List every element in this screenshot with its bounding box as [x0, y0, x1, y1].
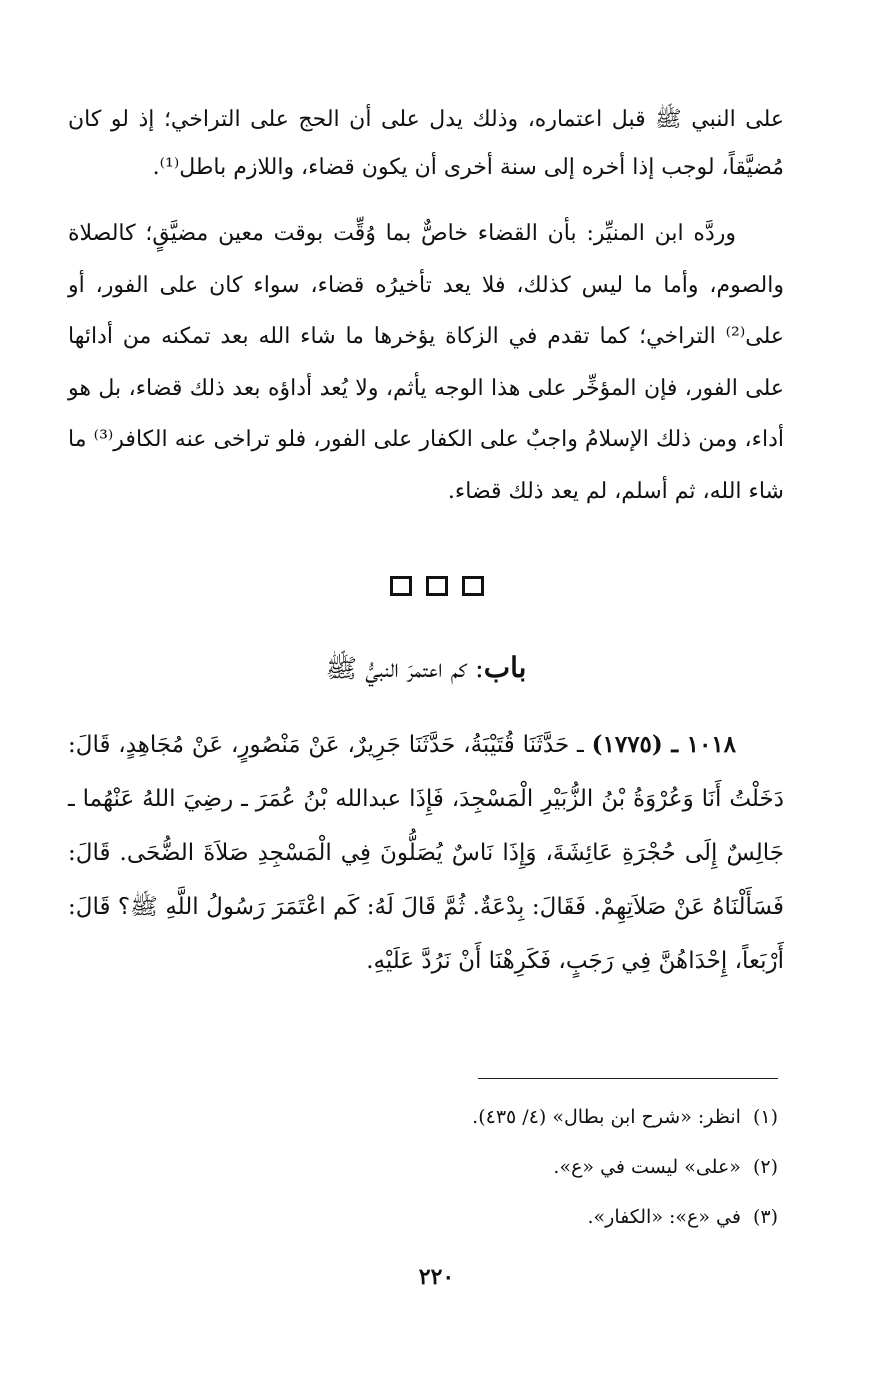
hadith-body: ـ حَدَّثَنَا قُتَيْبَةُ، حَدَّثَنَا جَرِيرٌ، عَنْ مَنْصُورٍ، عَنْ مُجَاهِدٍ، قَالَ: دَخَلْتُ أَنَا وَعُرْوَةُ بْنُ الزُّبَيْرِ الْمَسْجِدَ، فَإِذَا عبدالله بْنُ عُمَرَ ـ رضِيَ اللهُ عَنْهُما ـ جَالِسٌ إِلَى حُجْرَةِ عَائِشَةَ، وَإِذَا نَاسٌ يُصَلُّونَ فِي الْمَسْجِدِ صَلاَةَ الضُّحَى. قَالَ: فَسَأَلْنَاهُ عَنْ صَلاَتِهِمْ. فَقَالَ: بِدْعَةٌ. ثُمَّ قَالَ لَهُ: كَم اعْتَمَرَ رَسُولُ اللَّهِ ﷺ؟ قَالَ: أَرْبَعاً، إِحْدَاهُنَّ فِي رَجَبٍ، فَكَرِهْنَا أَنْ نَرُدَّ عَلَيْهِ.	[68, 732, 784, 974]
chapter-title: : كم اعتمرَ النبيُّ ﷺ	[325, 654, 484, 684]
footnote-text: انظر: «شرح ابن بطال» (٤/ ٤٣٥).	[472, 1106, 741, 1128]
footnotes	[68, 1096, 782, 1246]
hadith-number: ١٠١٨ ـ (١٧٧٥)	[591, 731, 737, 758]
footnote-text: في «ع»: «الكفار».	[587, 1206, 741, 1228]
page-number: ٢٢٠	[418, 1264, 455, 1290]
section-divider-ornament	[0, 576, 873, 596]
footnote-item	[68, 1096, 782, 1146]
footnote-text: «على» ليست في «ع».	[553, 1156, 741, 1178]
footnote-number: (٢)	[752, 1156, 778, 1178]
chapter-label: باب	[483, 651, 527, 684]
footnote-number: (١)	[752, 1106, 778, 1128]
paragraph-commentary-2: وردَّه ابن المنيِّر: بأن القضاء خاصٌّ بما وُقِّت بوقت معين مضيَّقٍ؛ كالصلاة والصوم، وأما ما ليس كذلك، فلا يعد تأخيرُه قضاء، سواء كان على الفور، أو على⁽²⁾ التراخي؛ كما تقدم في الزكاة يؤخرها ما شاء الله بعد تمكنه من أدائها على الفور، فإن المؤخِّر على هذا الوجه يأثم، ولا يُعد أداؤه بعد ذلك قضاء، بل هو أداء، ومن ذلك الإسلامُ واجبٌ على الكفار على الفور، فلو تراخى عنه الكافر⁽³⁾ ما شاء الله، ثم أسلم، لم يعد ذلك قضاء.	[68, 221, 784, 504]
chapter-heading	[68, 648, 784, 689]
ornament-square-icon	[462, 576, 484, 596]
footnote-item	[68, 1146, 782, 1196]
footnote-separator	[478, 1078, 778, 1079]
footnote-number: (٣)	[752, 1206, 778, 1228]
ornament-square-icon	[390, 576, 412, 596]
paragraph-commentary-1: على النبي ﷺ قبل اعتماره، وذلك يدل على أن الحج على التراخي؛ إذ لو كان مُضيَّقاً، لوجب إذا أخره إلى سنة أخرى أن يكون قضاء، واللازم باطل⁽¹⁾.	[68, 107, 784, 180]
hadith-text	[68, 718, 784, 988]
footnote-item	[68, 1196, 782, 1246]
ornament-square-icon	[426, 576, 448, 596]
